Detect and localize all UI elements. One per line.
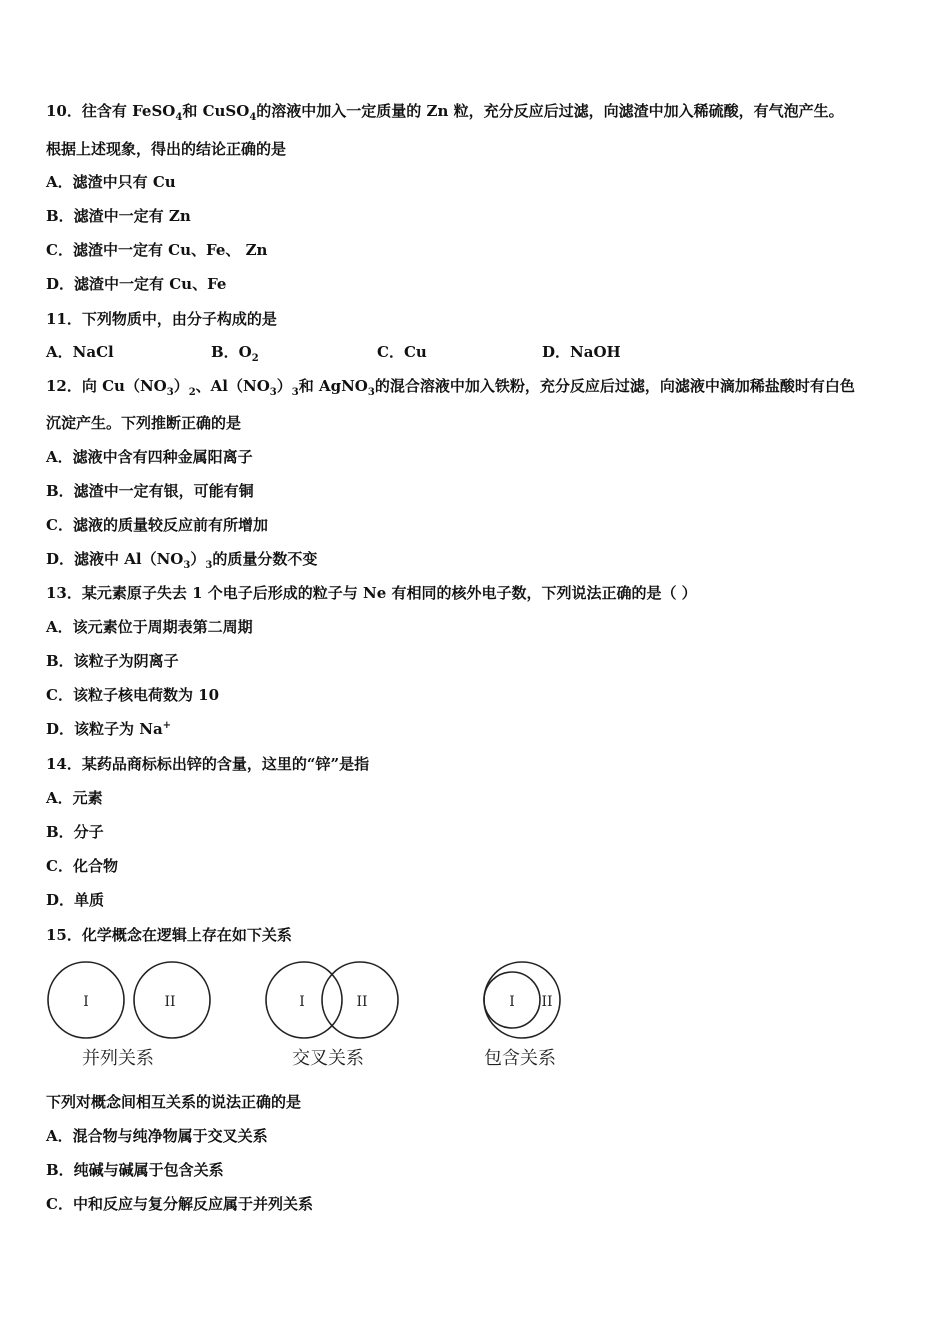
q15-option-a: A．混合物与纯净物属于交叉关系: [46, 1127, 268, 1145]
q13-option-a: A．该元素位于周期表第二周期: [46, 618, 253, 636]
q12-stem-line2: 沉淀产生。下列推断正确的是: [46, 414, 242, 432]
parallel-roman-1: I: [83, 994, 89, 1010]
containment-relationship-diagram: [484, 962, 560, 1069]
q13-stem: 13．某元素原子失去 1 个电子后形成的粒子与 Ne 有相同的核外电子数，下列说法正确的是（ ）: [46, 584, 697, 602]
q12-option-d: D．滤液中 $Al(NO_3)_3$的质量分数不变: [46, 550, 318, 571]
q14-stem: 14．某药品商标标出锌的含量，这里的“锌”是指: [46, 755, 370, 773]
cross-roman-1: I: [299, 994, 305, 1010]
q14-option-a: A．元素: [46, 789, 103, 807]
q15-stem: 15．化学概念在逻辑上存在如下关系: [46, 926, 292, 944]
q11-option-d: D．NaOH: [542, 343, 621, 361]
q11-option-b: B．$O_2$: [211, 343, 259, 364]
q15-option-c: C．中和反应与复分解反应属于并列关系: [46, 1195, 313, 1213]
q10-option-c: C．滤渣中一定有 Cu、Fe、 Zn: [46, 241, 268, 259]
q11-stem: 11．下列物质中，由分子构成的是: [46, 310, 277, 328]
q10-stem-line1: 10．往含有 FeSO$_4$和 CuSO$_4$的溶液中加入一定质量的 Zn 粒，充分反应后过滤，向滤渣中加入稀硫酸，有气泡产生。: [46, 102, 844, 123]
q13-option-c: C．该粒子核电荷数为 10: [46, 686, 220, 704]
venn-diagrams-svg: [40, 958, 580, 1076]
q11-option-c: C．Cu: [377, 343, 427, 361]
q15-option-b: B．纯碱与碱属于包含关系: [46, 1161, 224, 1179]
q10-stem-line2: 根据上述现象，得出的结论正确的是: [46, 140, 287, 158]
parallel-label: 并列关系: [82, 1048, 154, 1069]
q11-option-a: A．NaCl: [46, 343, 114, 361]
q14-option-b: B．分子: [46, 823, 104, 841]
q12-option-b: B．滤渣中一定有银，可能有铜: [46, 482, 254, 500]
concept-relationship-diagram: [40, 958, 580, 1076]
q12-option-a: A．滤液中含有四种金属阳离子: [46, 448, 253, 466]
cross-roman-2: II: [356, 994, 368, 1010]
q10-option-d: D．滤渣中一定有 Cu、Fe: [46, 275, 227, 293]
q15-question: 下列对概念间相互关系的说法正确的是: [46, 1093, 302, 1111]
containment-roman-1: I: [509, 994, 515, 1010]
cross-label: 交叉关系: [292, 1048, 364, 1069]
q14-option-d: D．单质: [46, 891, 105, 909]
containment-label: 包含关系: [484, 1048, 556, 1069]
q13-option-d: D．该粒子为 Na+: [46, 720, 172, 738]
q12-option-c: C．滤液的质量较反应前有所增加: [46, 516, 268, 534]
q10-option-b: B．滤渣中一定有 Zn: [46, 207, 191, 225]
containment-roman-2: II: [541, 994, 553, 1010]
q13-option-b: B．该粒子为阴离子: [46, 652, 179, 670]
parallel-roman-2: II: [164, 994, 176, 1010]
q14-option-c: C．化合物: [46, 857, 118, 875]
q10-option-a: A．滤渣中只有 Cu: [46, 173, 176, 191]
q12-stem-line1: 12．向 $Cu(NO_3)_2$、$Al(NO_3)_3$和 AgNO$_3$的混合溶液中加入铁粉，充分反应后过滤，向滤液中滴加稀盐酸时有白色: [46, 377, 855, 398]
parallel-relationship-diagram: [48, 962, 210, 1069]
cross-relationship-diagram: [266, 962, 398, 1069]
